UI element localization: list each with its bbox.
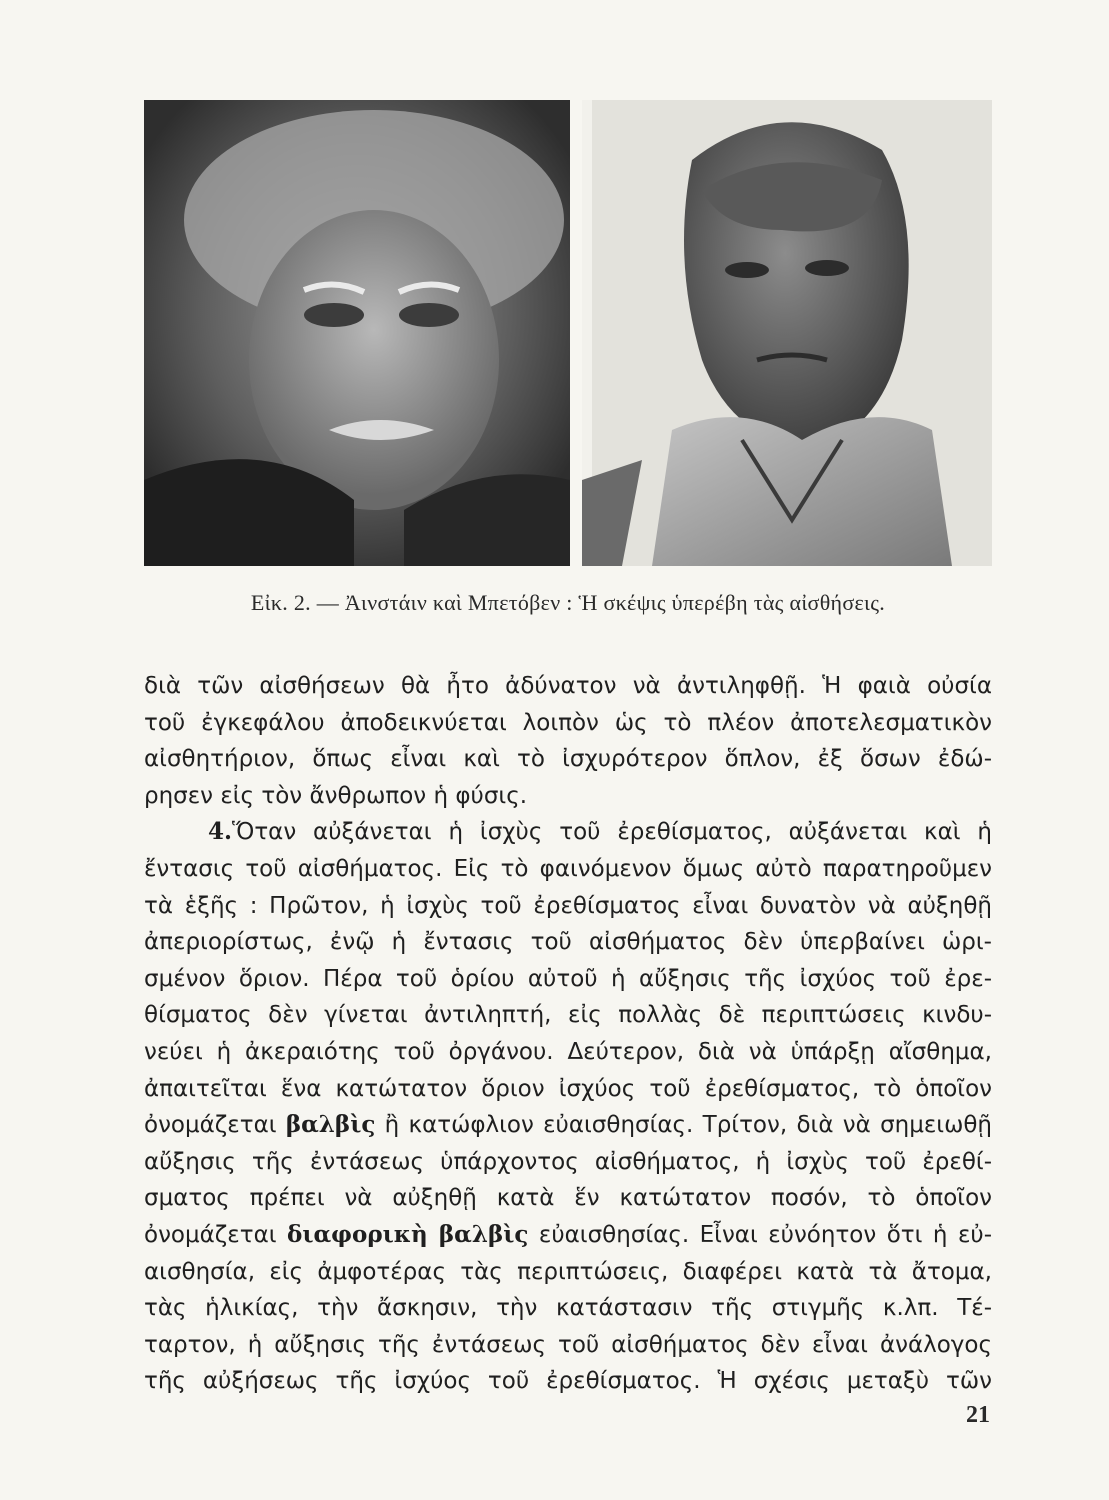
text-line: σμένον ὅριον. Πέρα τοῦ ὁρίου αὐτοῦ ἡ αὔξησις τῆς ἰσχύος τοῦ ἐρε- xyxy=(144,965,992,992)
text-line: αὔξησις τῆς ἐντάσεως ὑπάρχοντος αἰσθήματος, ἡ ἰσχὺς τοῦ ἐρεθί- xyxy=(144,1148,992,1175)
text-line-section-4-text: Ὅταν αὐξάνεται ἡ ἰσχὺς τοῦ ἐρεθίσματος, αὐξάνεται καὶ ἡ xyxy=(232,819,992,846)
text-line: σματος πρέπει νὰ αὐξηθῇ κατὰ ἕν κατώτατον ποσόν, τὸ ὁποῖον xyxy=(144,1185,992,1212)
photo-beethoven-bust xyxy=(582,100,992,566)
text-line: ἀπαιτεῖται ἕνα κατώτατον ὅριον ἰσχύος τοῦ ἐρεθίσματος, τὸ ὁποῖον xyxy=(144,1075,992,1102)
text-line: διὰ τῶν αἰσθήσεων θὰ ἦτο ἀδύνατον νὰ ἀντιληφθῇ. Ἡ φαιὰ οὐσία xyxy=(144,673,992,699)
text-line: αἰσθητήριον, ὅπως εἶναι καὶ τὸ ἰσχυρότερον ὅπλον, ἐξ ὅσων ἐδώ- xyxy=(144,746,992,773)
text-line: θίσματος δὲν γίνεται ἀντιληπτή, εἰς πολλὰς δὲ περιπτώσεις κινδυ- xyxy=(144,1002,992,1029)
text-line: ἔντασις τοῦ αἰσθήματος. Εἰς τὸ φαινόμενον ὅμως αὐτὸ παρατηροῦμεν xyxy=(144,855,992,882)
text-line-differential xyxy=(144,1217,992,1254)
text-line: τὰς ἡλικίας, τὴν ἄσκησιν, τὴν κατάστασιν τῆς στιγμῆς κ.λπ. Τέ- xyxy=(144,1295,992,1322)
page-number: 21 xyxy=(966,1402,990,1428)
text-line: ἀπεριορίστως, ἐνῷ ἡ ἔντασις τοῦ αἰσθήματος δὲν ὑπερβαίνει ὡρι- xyxy=(144,929,992,956)
section-number: 4. xyxy=(208,818,233,846)
figure-caption: Εἰκ. 2. — Ἀινστάιν καὶ Μπετόβεν : Ἡ σκέψις ὑπερέβη τὰς αἰσθήσεις. xyxy=(250,590,886,615)
photo-beethoven-bust-image xyxy=(582,100,992,566)
photo-einstein xyxy=(144,100,570,566)
text-line: αισθησία, εἰς ἀμφοτέρας τὰς περιπτώσεις, διαφέρει κατὰ τὰ ἄτομα, xyxy=(144,1258,992,1285)
text-line-threshold-rest: ἢ κατώφλιον εὐαισθησίας. Τρίτον, διὰ νὰ σημειωθῇ xyxy=(384,1112,992,1139)
text-line-differential-prefix: ὀνομάζεται xyxy=(144,1221,277,1248)
text-line: νεύει ἡ ἀκεραιότης τοῦ ὀργάνου. Δεύτερον, διὰ νὰ ὑπάρξῃ αἴσθημα, xyxy=(144,1038,992,1065)
text-line-differential-rest: εὐαισθησίας. Εἶναι εὐνόητον ὅτι ἡ εὐ- xyxy=(538,1221,992,1248)
text-line-threshold xyxy=(144,1107,992,1144)
term-differential-threshold: διαφορικὴ βαλβὶς xyxy=(287,1220,529,1248)
body-text xyxy=(144,668,992,1400)
text-line: ρησεν εἰς τὸν ἄνθρωπον ἡ φύσις. xyxy=(144,782,528,809)
text-line-section-4 xyxy=(144,814,992,851)
text-line: ταρτον, ἡ αὔξησις τῆς ἐντάσεως τοῦ αἰσθήματος δὲν εἶναι ἀνάλογος xyxy=(144,1331,992,1358)
term-threshold: βαλβὶς xyxy=(285,1111,376,1139)
text-line: τῆς αὐξήσεως τῆς ἰσχύος τοῦ ἐρεθίσματος. Ἡ σχέσις μεταξὺ τῶν xyxy=(144,1368,992,1395)
text-line: τὰ ἑξῆς : Πρῶτον, ἡ ἰσχὺς τοῦ ἐρεθίσματος εἶναι δυνατὸν νὰ αὐξηθῇ xyxy=(144,892,992,919)
text-line: τοῦ ἐγκεφάλου ἀποδεικνύεται λοιπὸν ὡς τὸ πλέον ἀποτελεσματικὸν xyxy=(144,709,992,736)
text-line-threshold-prefix: ὀνομάζεται xyxy=(144,1112,277,1139)
photo-einstein-image xyxy=(144,100,570,566)
